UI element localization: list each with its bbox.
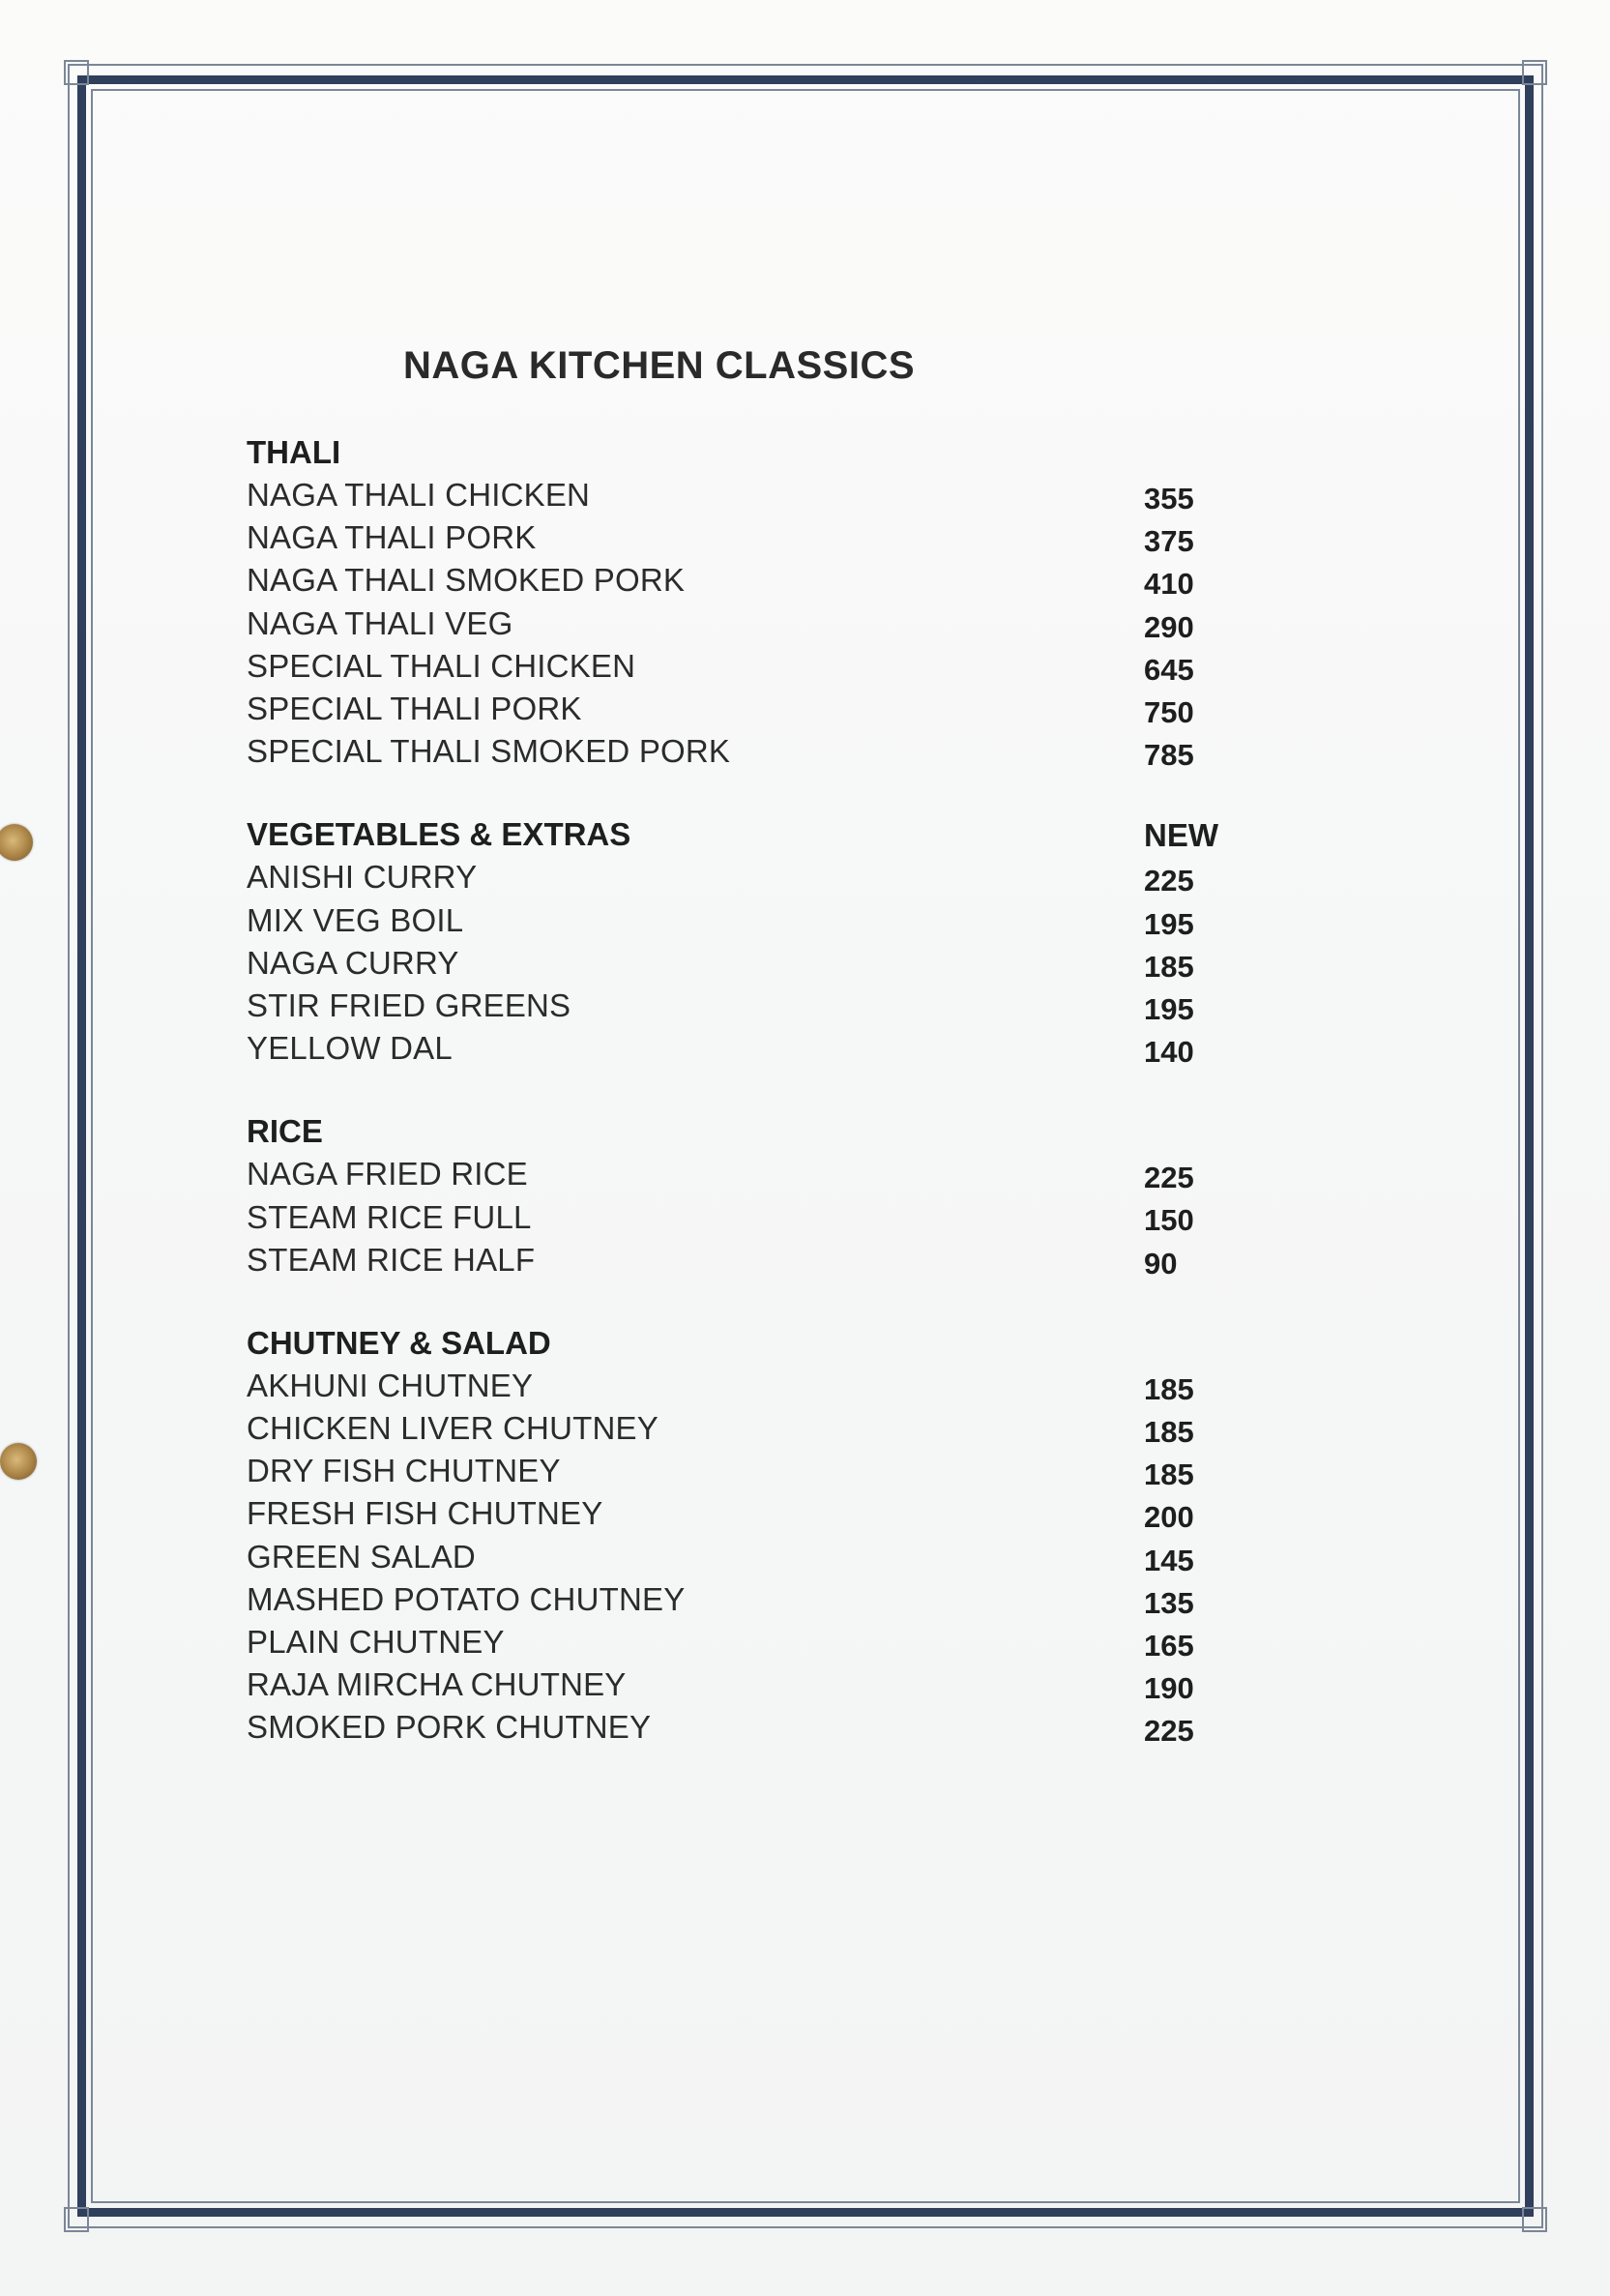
menu-item: [247, 1195, 1252, 1238]
item-price: 90: [1144, 1246, 1178, 1280]
item-price: 185: [1144, 1415, 1194, 1449]
menu-item: [247, 516, 1252, 559]
item-price: 645: [1144, 652, 1194, 687]
item-price: 355: [1144, 482, 1194, 515]
new-badge: NEW: [1144, 817, 1218, 854]
item-name: DRY FISH CHUTNEY: [247, 1453, 561, 1489]
menu-item: [247, 1663, 1252, 1706]
item-price: 195: [1144, 991, 1194, 1026]
menu-item: [247, 730, 1252, 773]
menu-item: [247, 1239, 1252, 1281]
item-price: 410: [1144, 567, 1194, 602]
menu-item: [247, 1578, 1252, 1621]
menu-item: [247, 603, 1252, 645]
menu-item: [247, 1621, 1252, 1663]
menu-item: [247, 645, 1252, 688]
binder-hole-icon: [0, 1443, 37, 1480]
item-name: ANISHI CURRY: [247, 859, 478, 896]
item-name: NAGA THALI SMOKED PORK: [247, 562, 686, 599]
item-price: 785: [1144, 738, 1194, 773]
menu-item: [247, 1706, 1252, 1749]
item-name: FRESH FISH CHUTNEY: [247, 1495, 603, 1532]
item-name: NAGA CURRY: [247, 944, 459, 981]
item-price: 165: [1144, 1628, 1194, 1663]
item-price: 150: [1144, 1203, 1194, 1238]
item-name: SPECIAL THALI SMOKED PORK: [247, 733, 731, 770]
item-price: 225: [1144, 1161, 1194, 1195]
section-header: [247, 431, 1252, 474]
item-name: MASHED POTATO CHUTNEY: [247, 1580, 686, 1617]
item-price: 195: [1144, 906, 1194, 941]
item-name: NAGA THALI CHICKEN: [247, 477, 591, 514]
item-name: NAGA THALI VEG: [247, 604, 513, 641]
section-title: THALI: [247, 434, 341, 470]
menu-item: [247, 942, 1252, 985]
section-title: CHUTNEY & SALAD: [247, 1324, 551, 1361]
menu-section: [247, 813, 1252, 1070]
item-price: 185: [1144, 1371, 1194, 1406]
item-price: 225: [1144, 864, 1194, 898]
item-name: GREEN SALAD: [247, 1538, 476, 1575]
item-name: STIR FRIED GREENS: [247, 986, 571, 1023]
menu-item: [247, 474, 1252, 516]
menu-item: [247, 1536, 1252, 1578]
item-name: CHICKEN LIVER CHUTNEY: [247, 1410, 659, 1447]
item-name: NAGA THALI PORK: [247, 519, 537, 556]
menu-item: [247, 688, 1252, 730]
frame-corner-ornament: [64, 2207, 89, 2232]
item-name: PLAIN CHUTNEY: [247, 1624, 505, 1661]
item-price: 200: [1144, 1500, 1194, 1535]
item-name: SMOKED PORK CHUTNEY: [247, 1709, 652, 1746]
item-price: 140: [1144, 1035, 1194, 1070]
menu-title: NAGA KITCHEN CLASSICS: [403, 344, 916, 387]
item-name: MIX VEG BOIL: [247, 901, 464, 938]
menu-item: [247, 856, 1252, 898]
item-price: 185: [1144, 1457, 1194, 1492]
menu-item: [247, 1450, 1252, 1492]
menu-item: [247, 1365, 1252, 1407]
section-title: RICE: [247, 1113, 323, 1150]
menu-item: [247, 559, 1252, 602]
item-price: 190: [1144, 1671, 1194, 1706]
item-name: STEAM RICE FULL: [247, 1198, 532, 1235]
frame-corner-ornament: [64, 60, 89, 85]
item-price: 135: [1144, 1585, 1194, 1620]
menu-item: [247, 899, 1252, 942]
section-title: VEGETABLES & EXTRAS: [247, 816, 631, 853]
item-price: 145: [1144, 1543, 1194, 1577]
menu-section: [247, 431, 1252, 773]
item-price: 225: [1144, 1714, 1194, 1749]
item-name: NAGA FRIED RICE: [247, 1156, 528, 1192]
item-price: 375: [1144, 524, 1194, 559]
section-header: [247, 813, 1252, 856]
item-name: YELLOW DAL: [247, 1030, 453, 1067]
menu-item: [247, 1153, 1252, 1195]
menu-item: [247, 985, 1252, 1027]
menu-section: [247, 1322, 1252, 1750]
menu-item: [247, 1407, 1252, 1450]
frame-corner-ornament: [1522, 60, 1547, 85]
menu-section: [247, 1110, 1252, 1281]
item-name: RAJA MIRCHA CHUTNEY: [247, 1666, 627, 1703]
item-name: SPECIAL THALI PORK: [247, 691, 582, 727]
item-price: 750: [1144, 694, 1194, 729]
section-header: [247, 1322, 1252, 1365]
menu-list: [247, 431, 1252, 1790]
frame-corner-ornament: [1522, 2207, 1547, 2232]
item-name: STEAM RICE HALF: [247, 1241, 536, 1278]
item-price: 185: [1144, 949, 1194, 984]
section-header: [247, 1110, 1252, 1153]
item-name: SPECIAL THALI CHICKEN: [247, 647, 636, 684]
item-name: AKHUNI CHUTNEY: [247, 1367, 534, 1403]
item-price: 290: [1144, 609, 1194, 644]
menu-item: [247, 1492, 1252, 1535]
menu-item: [247, 1027, 1252, 1070]
